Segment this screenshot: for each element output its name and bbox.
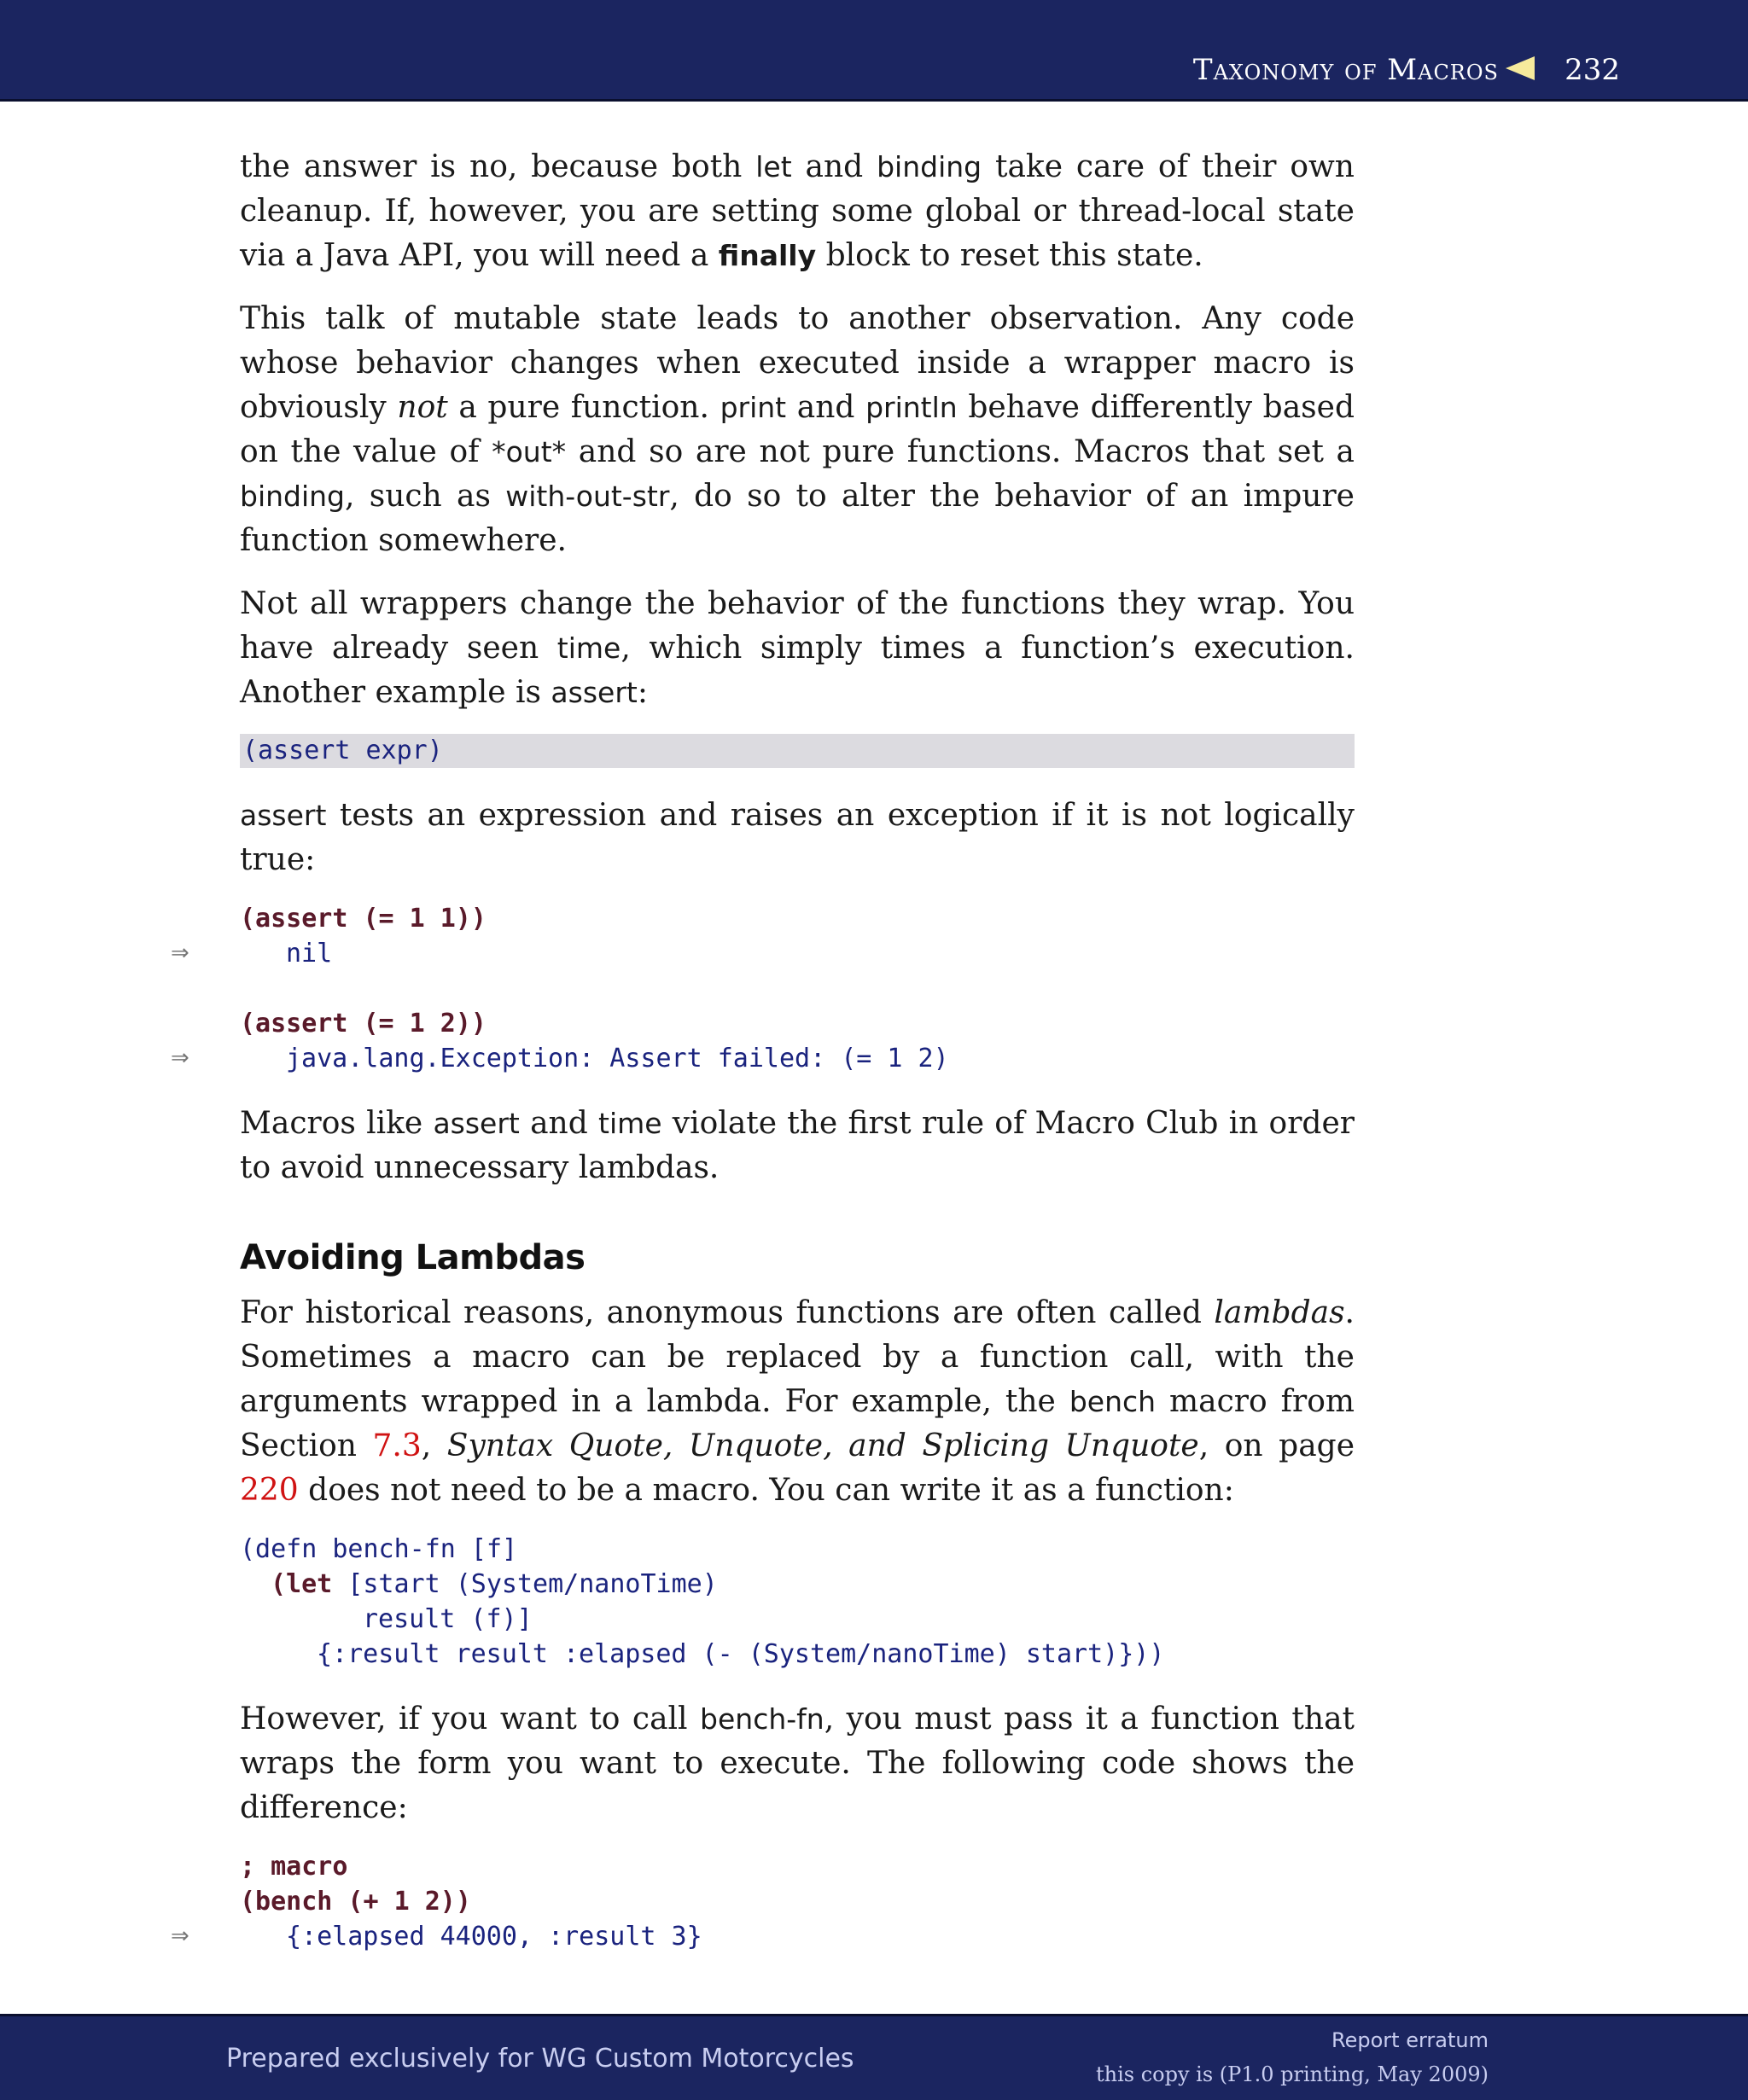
paragraph-5: Macros like assert and time violate the first rule of Macro Club in order to avoid unnecessary lambdas.	[240, 1106, 1355, 1185]
prepared-for-text: Prepared exclusively for WG Custom Motorcycles	[226, 2044, 854, 2074]
page-header	[0, 0, 1748, 102]
chapter-title: Taxonomy of Macros	[1192, 53, 1499, 87]
section-heading: Avoiding Lambdas	[240, 1238, 586, 1277]
code-line: result (f)]	[363, 1604, 533, 1634]
result-arrow-icon: ⇒	[171, 1923, 189, 1949]
code-line: (assert (= 1 1))	[240, 904, 487, 934]
section-link[interactable]: 7.3	[372, 1428, 422, 1463]
paragraph-6: For historical reasons, anonymous functions are often called lambdas. Sometimes a macro can be replaced by a function call, with the arguments wrapped in a lambda. For example, the bench macro from Section 7.3, Syntax Quote, Unquote, and Splicing Unquote, on page 220 does not need to be a macro. You can write it as a function:	[240, 1295, 1355, 1508]
code-example-bench	[171, 1849, 1355, 1954]
page-link[interactable]: 220	[240, 1473, 299, 1508]
report-erratum-link[interactable]: Report erratum	[1331, 2028, 1489, 2052]
code-result: ⇒ java.lang.Exception: Assert failed: (= 1 2)	[240, 1041, 1355, 1076]
page-footer	[0, 2014, 1748, 2100]
code-assert-form: (assert expr)	[240, 734, 1355, 768]
paragraph-2: This talk of mutable state leads to another observation. Any code whose behavior changes when executed inside a wrapper macro is obviously not a pure function. print and println behave differently based on the value of *out* and so are not pure functions. Macros that set a binding, such as with-out-str, do so to alter the behavior of an impure function somewhere.	[240, 301, 1355, 558]
code-line: (defn bench-fn [f]	[240, 1534, 518, 1564]
code-example-assert	[171, 901, 1355, 1076]
paragraph-1: the answer is no, because both let and binding take care of their own cleanup. If, however, you are setting some global or thread-local state via a Java API, you will need a finally block to reset this state.	[240, 149, 1355, 273]
copy-info-text: this copy is (P1.0 printing, May 2009)	[1096, 2062, 1489, 2086]
code-comment: ; macro	[240, 1852, 348, 1882]
code-line: (let [start (System/nanoTime)	[271, 1569, 718, 1599]
previous-page-arrow-icon[interactable]	[1506, 56, 1535, 80]
result-arrow-icon: ⇒	[171, 1045, 189, 1071]
code-result: ⇒ nil	[240, 936, 1355, 971]
code-bench-fn	[240, 1532, 1355, 1672]
paragraph-4: assert tests an expression and raises an exception if it is not logically true:	[240, 798, 1355, 877]
paragraph-7: However, if you want to call bench-fn, you must pass it a function that wraps the form you want to execute. The following code shows the difference:	[240, 1702, 1355, 1825]
page-content	[171, 145, 1355, 1980]
paragraph-3: Not all wrappers change the behavior of the functions they wrap. You have already seen time, which simply times a function’s execution. Another example is assert:	[240, 586, 1355, 710]
code-line: (assert (= 1 2))	[240, 1009, 487, 1038]
result-arrow-icon: ⇒	[171, 940, 189, 966]
code-line: {:result result :elapsed (- (System/nanoTime) start)}))	[317, 1639, 1165, 1669]
page-number: 232	[1564, 53, 1620, 87]
code-line: (bench (+ 1 2))	[240, 1887, 471, 1917]
code-result: ⇒ {:elapsed 44000, :result 3}	[240, 1919, 1355, 1954]
